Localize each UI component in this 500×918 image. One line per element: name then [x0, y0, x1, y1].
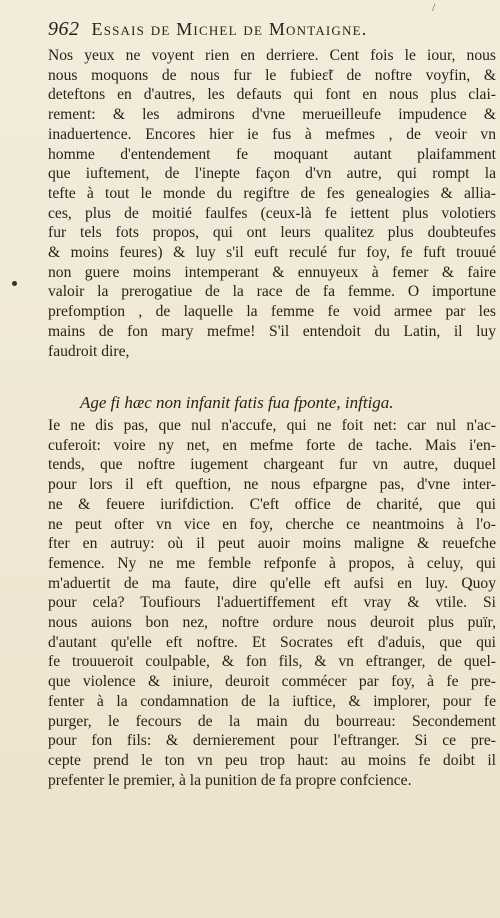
- text-line: Nos yeux ne voyent rien en derriere. Cent fois le iour, nous: [48, 47, 496, 64]
- text-line: cepte prend le ton vn peu trop haut: au moins fe doibt il: [48, 751, 496, 769]
- text-line: nous moquons de nous fur le fubieɛ̃t de noftre voyfin, &: [48, 66, 496, 84]
- text-line: prefenter le premier, à la punition de fa propre confcience.: [48, 771, 412, 789]
- text-line: rement: & les admirons d'vne merueilleufe impudence &: [48, 106, 496, 124]
- text-line: m'aduertit de ma faute, dire qu'elle eft aufsi en luy. Quoy: [48, 574, 496, 592]
- text-line: ne peut ofter vn vice en foy, cherche ce neantmoins à l'o-: [48, 515, 496, 533]
- text-line: mains de fon mary mefme! S'il entendoit du Latin, il luy: [48, 322, 496, 340]
- text-line: que violence & iniure, deuroit commécer par foy, à fe pre-: [48, 673, 496, 691]
- text-line: Ie ne dis pas, que nul n'accufe, qui ne foit net: car nul n'ac-: [48, 417, 496, 434]
- text-line: pour cela? Toufiours l'aduertiffement eft vray & vtile. Si: [48, 594, 496, 612]
- text-line: valoir la prerogatiue de la race de fa femme. O importune: [48, 283, 496, 301]
- text-line: fenter à la condamnation de la iuftice, & implorer, pour fe: [48, 692, 496, 710]
- text-line: d'autant qu'elle eft noftre. Et Socrates eft d'aduis, que qui: [48, 633, 496, 651]
- text-line: femence. Ny ne me femble refponfe à propos, à celuy, qui: [48, 554, 496, 572]
- text-line: prefomption , de laquelle la femme fe void armee par les: [48, 303, 496, 321]
- paragraph-2: [48, 416, 496, 790]
- text-line: purger, le fecours de la main du bourreau: Secondement: [48, 712, 496, 730]
- text-line: cuferoit: voire ny net, en mefme forte de tache. Mais i'en-: [48, 436, 496, 454]
- text-line: faudroit dire,: [48, 342, 130, 360]
- text-line: & moins feures) & luy s'il euft reculé fur foy, fe fuft trouué: [48, 244, 496, 262]
- text-line: deteftons en d'autres, les defauts qui font en nous plus clai-: [48, 86, 496, 104]
- latin-quotation: Age fi hæc non infanit fatis fua fponte, inftiga.: [80, 393, 394, 412]
- text-line: nous auions bon nez, noftre ordure nous deuroit plus puïr,: [48, 614, 496, 632]
- text-line: non guere moins intemperant & ennuyeux à femer & faire: [48, 263, 496, 281]
- text-line: pour lors il eft queftion, ne nous efpargne pas, d'vne inter-: [48, 476, 496, 494]
- paragraph-1: [48, 46, 496, 361]
- text-line: ne & feuere iurifdiction. C'eft office de charité, que qui: [48, 495, 496, 513]
- text-line: fter en autruy: où il peut auoir moins maligne & reuefche: [48, 535, 496, 553]
- text-line: ces, plus de moitié faulfes (ceux-là fe iettent plus volotiers: [48, 204, 496, 222]
- text-line: homme d'entendement fe moquant autant plaifamment: [48, 145, 496, 163]
- text-line: fur tels fots propos, qui ont leurs qualitez plus doubteufes: [48, 224, 496, 242]
- margin-dot: [12, 281, 17, 286]
- text-line: tefte à tout le monde du regiftre de fes genealogies & allia-: [48, 184, 496, 202]
- text-line: tends, que noftre iugement chargeant fur vn autre, duquel: [48, 456, 496, 474]
- page-header: [48, 18, 496, 44]
- corner-mark: /: [432, 0, 436, 14]
- text-line: fe trouueroit coulpable, & fon fils, & vn eftranger, de quel-: [48, 653, 496, 671]
- running-title: Essais de Michel de Montaigne.: [91, 19, 368, 39]
- text-line: inaduertence. Encores hier ie fus à mefmes , de veoir vn: [48, 125, 496, 143]
- text-line: que iuftement, de l'inepte façon d'vn autre, qui rompt la: [48, 165, 496, 183]
- page-number: 962: [48, 18, 80, 40]
- text-line: pour fon fils: & dernierement pour l'eftranger. Si ce pre-: [48, 732, 496, 750]
